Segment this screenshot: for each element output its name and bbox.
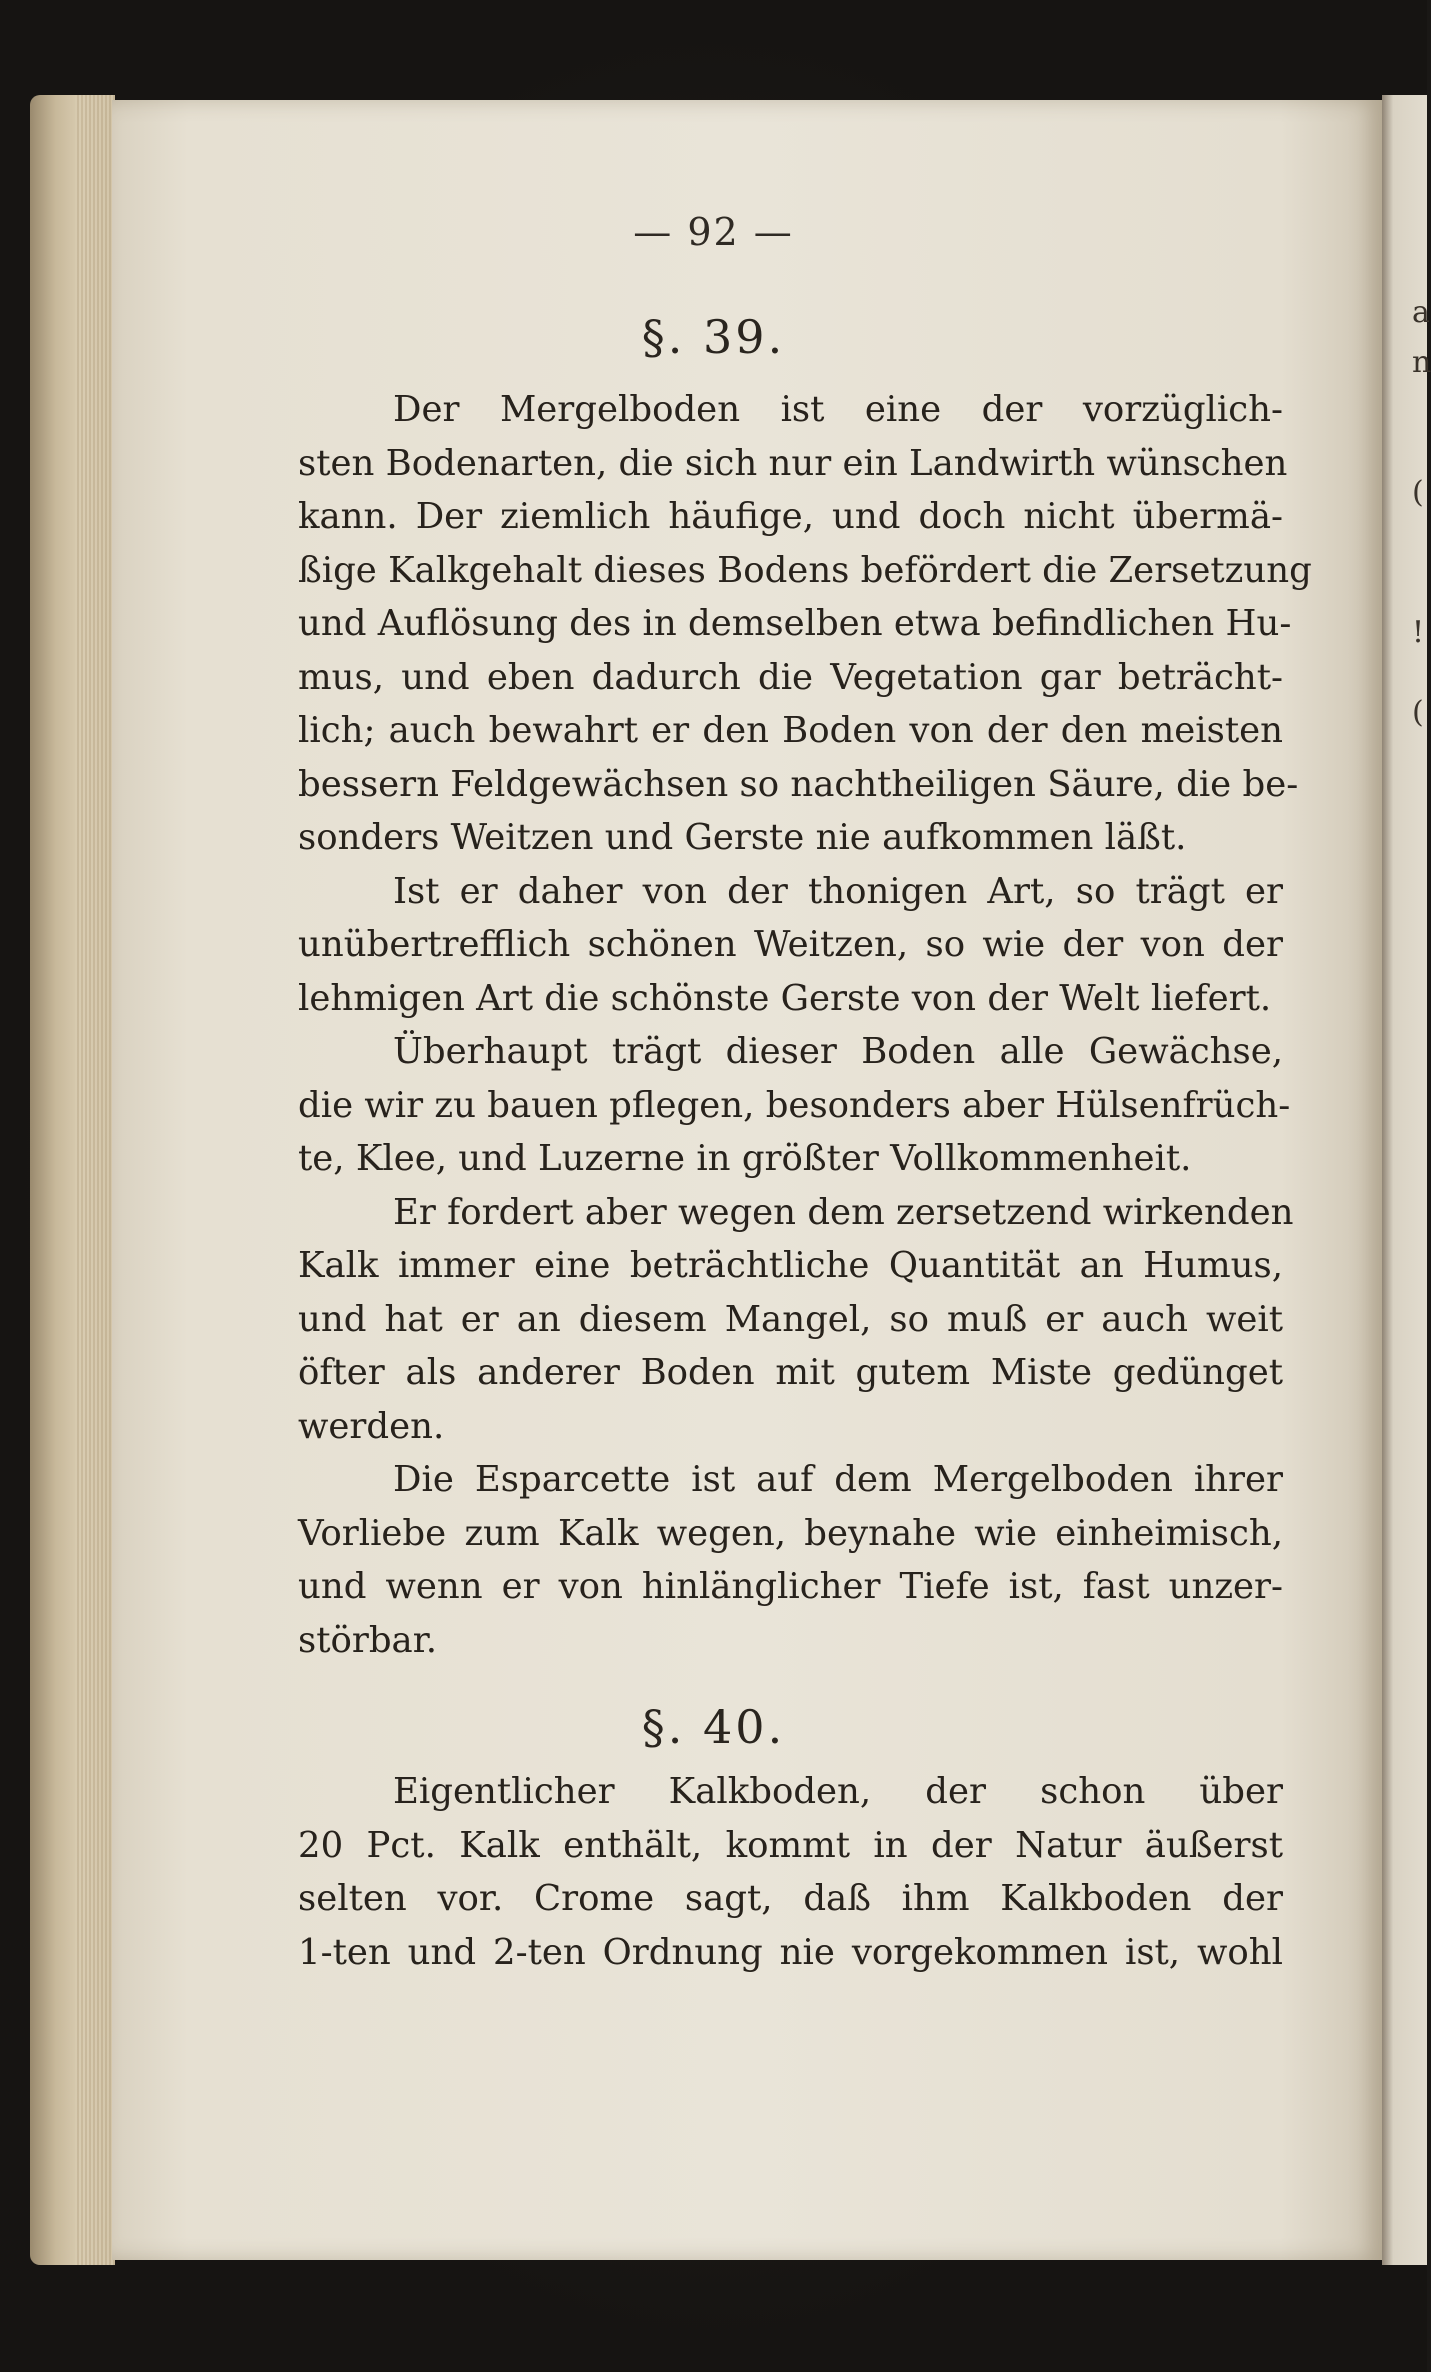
text-line: und Auflösung des in demselben etwa befindlichen Hu- (298, 603, 1292, 644)
facing-page-edge (1382, 95, 1431, 2265)
facing-page-fragment: ( (1412, 695, 1424, 730)
text-line: Eigentlicher Kalkboden, der schon über (393, 1771, 1283, 1812)
text-line: 1-ten und 2-ten Ordnung nie vorgekommen ist, wohl (298, 1931, 1283, 1973)
text-line: und wenn er von hinlänglicher Tiefe ist, fast unzer- (298, 1566, 1283, 1607)
section-39-body (298, 383, 1312, 1667)
facing-page-fragment: a (1412, 295, 1430, 330)
section-40-body (298, 1765, 1283, 1979)
text-line: Er fordert aber wegen dem zersetzend wirkenden (393, 1191, 1294, 1233)
text-line: Kalk immer eine beträchtliche Quantität an Humus, (298, 1245, 1283, 1286)
text-line: Vorliebe zum Kalk wegen, beynahe wie einheimisch, (298, 1512, 1283, 1554)
facing-page-fragment: ! (1412, 615, 1425, 650)
text-line: öfter als anderer Boden mit gutem Miste gedünget (298, 1352, 1283, 1393)
text-line: die wir zu bauen pflegen, besonders aber Hülsenfrüch- (298, 1084, 1291, 1126)
text-line: Die Esparcette ist auf dem Mergelboden ihrer (393, 1459, 1283, 1500)
text-line: lehmigen Art die schönste Gerste von der Welt liefert. (298, 977, 1272, 1019)
page-number: — 92 — (633, 210, 794, 254)
text-line: sonders Weitzen und Gerste nie aufkommen läßt. (298, 817, 1187, 858)
text-line: werden. (298, 1405, 445, 1447)
text-line: ßige Kalkgehalt dieses Bodens befördert die Zersetzung (298, 549, 1312, 591)
text-line: unübertrefflich schönen Weitzen, so wie der von der (298, 924, 1283, 965)
text-line: und hat er an diesem Mangel, so muß er auch weit (298, 1298, 1283, 1340)
text-line: Ist er daher von der thonigen Art, so trägt er (393, 870, 1283, 912)
text-line: störbar. (298, 1619, 438, 1661)
text-line: selten vor. Crome sagt, daß ihm Kalkboden der (298, 1878, 1283, 1919)
text-line: lich; auch bewahrt er den Boden von der den meisten (298, 710, 1283, 751)
text-line: kann. Der ziemlich häufige, und doch nicht übermä- (298, 496, 1283, 537)
text-line: sten Bodenarten, die sich nur ein Landwirth wünschen (298, 442, 1288, 484)
text-line: te, Klee, und Luzerne in größter Vollkommenheit. (298, 1138, 1192, 1179)
facing-page-fragment: n (1412, 345, 1431, 380)
text-line: mus, und eben dadurch die Vegetation gar beträcht- (298, 656, 1283, 698)
section-heading-39: §. 39. (641, 310, 786, 364)
text-line: Überhaupt trägt dieser Boden alle Gewächse, (393, 1031, 1283, 1072)
text-line: Der Mergelboden ist eine der vorzüglich- (393, 389, 1283, 430)
page-stack-edge (30, 95, 115, 2265)
text-line: 20 Pct. Kalk enthält, kommt in der Natur äußerst (298, 1824, 1283, 1866)
section-heading-40: §. 40. (641, 1700, 786, 1754)
text-line: bessern Feldgewächsen so nachtheiligen Säure, die be- (298, 763, 1299, 805)
facing-page-fragment: ( (1412, 475, 1424, 510)
